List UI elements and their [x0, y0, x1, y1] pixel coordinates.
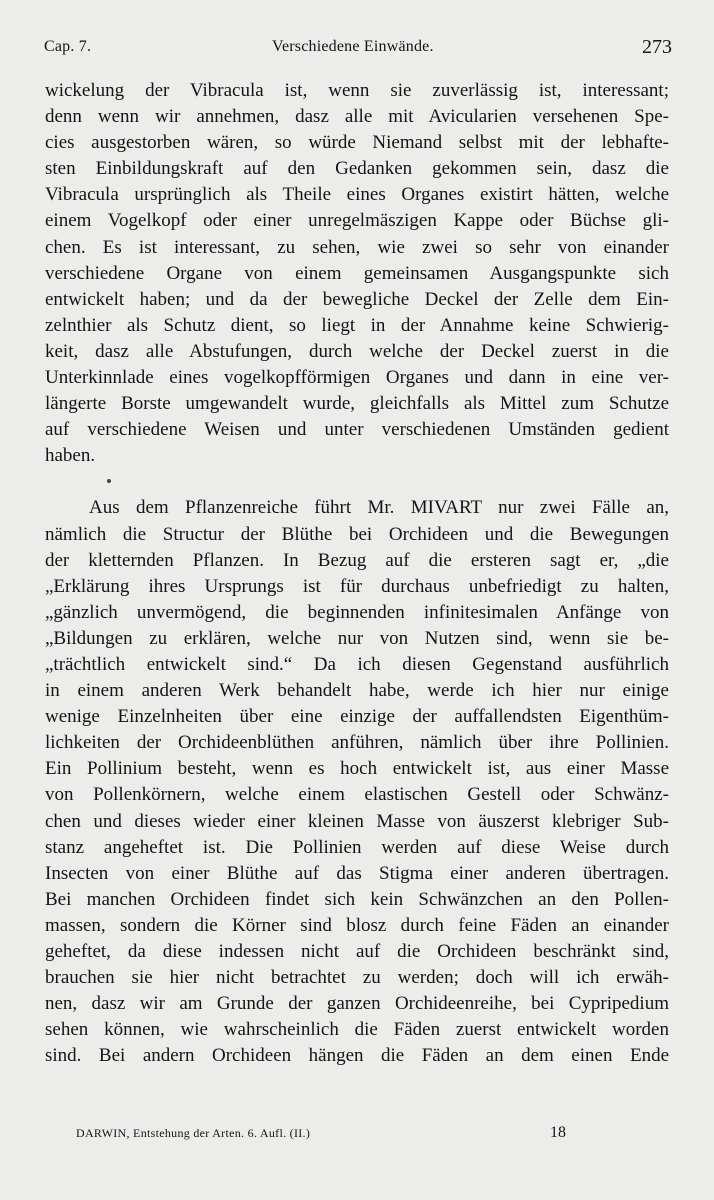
text-line: Unterkinnlade eines vogelkopfförmigen Organes und dann in eine ver-: [45, 367, 669, 389]
text-line: von Pollenkörnern, welche einem elastischen Gestell oder Schwänz-: [45, 784, 669, 806]
page-footer: [76, 1124, 674, 1148]
signature-line: DARWIN, Entstehung der Arten. 6. Aufl. (II.): [76, 1126, 311, 1140]
text-line: cies ausgestorben wären, so würde Niemand selbst mit der lebhafte-: [45, 132, 669, 154]
text-line: lichkeiten der Orchideenblüthen anführen, nämlich über ihre Pollinien.: [45, 732, 669, 754]
paragraph: [45, 78, 669, 469]
text-line: stanz angeheftet ist. Die Pollinien werden auf diese Weise durch: [45, 836, 669, 858]
text-line: sten Einbildungskraft auf den Gedanken gekommen sein, dasz die: [45, 158, 669, 180]
running-header: [44, 34, 672, 64]
text-line: sehen können, wie wahrscheinlich die Fäden zuerst entwickelt worden: [45, 1019, 669, 1041]
paragraph: [45, 495, 669, 1069]
text-line: Aus dem Pflanzenreiche führt Mr. MIVART nur zwei Fälle an,: [89, 497, 669, 519]
text-line: haben.: [45, 445, 96, 467]
text-line: brauchen sie hier nicht betrachtet zu werden; doch will ich erwäh-: [45, 967, 669, 989]
text-line: chen. Es ist interessant, zu sehen, wie zwei so sehr von einander: [45, 236, 669, 258]
text-line: zelnthier als Schutz dient, so liegt in der Annahme keine Schwierig-: [45, 314, 669, 336]
sheet-number: 18: [550, 1124, 566, 1141]
text-line: chen und dieses wieder einer kleinen Masse von äuszerst klebriger Sub-: [45, 810, 669, 832]
text-line: wenige Einzelnheiten über eine einzige der auffallendsten Eigenthüm-: [45, 706, 669, 728]
body-text: [45, 78, 669, 1069]
text-line: „trächtlich entwickelt sind.“ Da ich diesen Gegenstand ausführlich: [45, 653, 669, 675]
text-line: Vibracula ursprünglich als Theile eines Organes existirt hätten, welche: [45, 184, 669, 206]
text-line: „gänzlich unvermögend, die beginnenden infinitesimalen Anfänge von: [45, 601, 669, 623]
text-line: wickelung der Vibracula ist, wenn sie zuverlässig ist, interessant;: [45, 80, 669, 101]
paragraph-gap: [45, 469, 669, 495]
text-line: Bei manchen Orchideen findet sich kein Schwänzchen an den Pollen-: [45, 888, 669, 910]
stray-mark: [107, 479, 111, 483]
text-line: massen, sondern die Körner sind blosz durch feine Fäden an einander: [45, 914, 669, 936]
text-line: verschiedene Organe von einem gemeinsamen Ausgangspunkte sich: [45, 262, 669, 284]
text-line: denn wenn wir annehmen, dasz alle mit Avicularien versehenen Spe-: [45, 106, 669, 128]
text-line: sind. Bei andern Orchideen hängen die Fäden an dem einen Ende: [45, 1045, 669, 1067]
running-title: Verschiedene Einwände.: [272, 38, 434, 55]
text-line: nämlich die Structur der Blüthe bei Orchideen und die Bewegungen: [45, 523, 669, 545]
text-line: keit, dasz alle Abstufungen, durch welche der Deckel zuerst in die: [45, 340, 669, 362]
chapter-label: Cap. 7.: [44, 38, 92, 55]
text-line: der kletternden Pflanzen. In Bezug auf die ersteren sagt er, „die: [45, 549, 669, 571]
text-line: einem Vogelkopf oder einer unregelmäszigen Kappe oder Büchse gli-: [45, 210, 669, 232]
text-line: Insecten von einer Blüthe auf das Stigma einer anderen übertragen.: [45, 862, 669, 884]
page-number: 273: [642, 36, 672, 58]
text-line: Ein Pollinium besteht, wenn es hoch entwickelt ist, aus einer Masse: [45, 758, 669, 780]
text-line: „Erklärung ihres Ursprungs ist für durchaus unbefriedigt zu halten,: [45, 575, 669, 597]
text-line: nen, dasz wir am Grunde der ganzen Orchideenreihe, bei Cypripedium: [45, 993, 669, 1015]
text-line: geheftet, da diese indessen nicht auf die Orchideen beschränkt sind,: [45, 941, 669, 962]
text-line: „Bildungen zu erklären, welche nur von Nutzen sind, wenn sie be-: [45, 627, 669, 649]
text-line: entwickelt haben; und da der bewegliche Deckel der Zelle dem Ein-: [45, 288, 669, 310]
text-line: auf verschiedene Weisen und unter verschiedenen Umständen gedient: [45, 419, 669, 441]
text-line: in einem anderen Werk behandelt habe, werde ich hier nur einige: [45, 680, 669, 702]
text-line: längerte Borste umgewandelt wurde, gleichfalls als Mittel zum Schutze: [45, 393, 669, 415]
